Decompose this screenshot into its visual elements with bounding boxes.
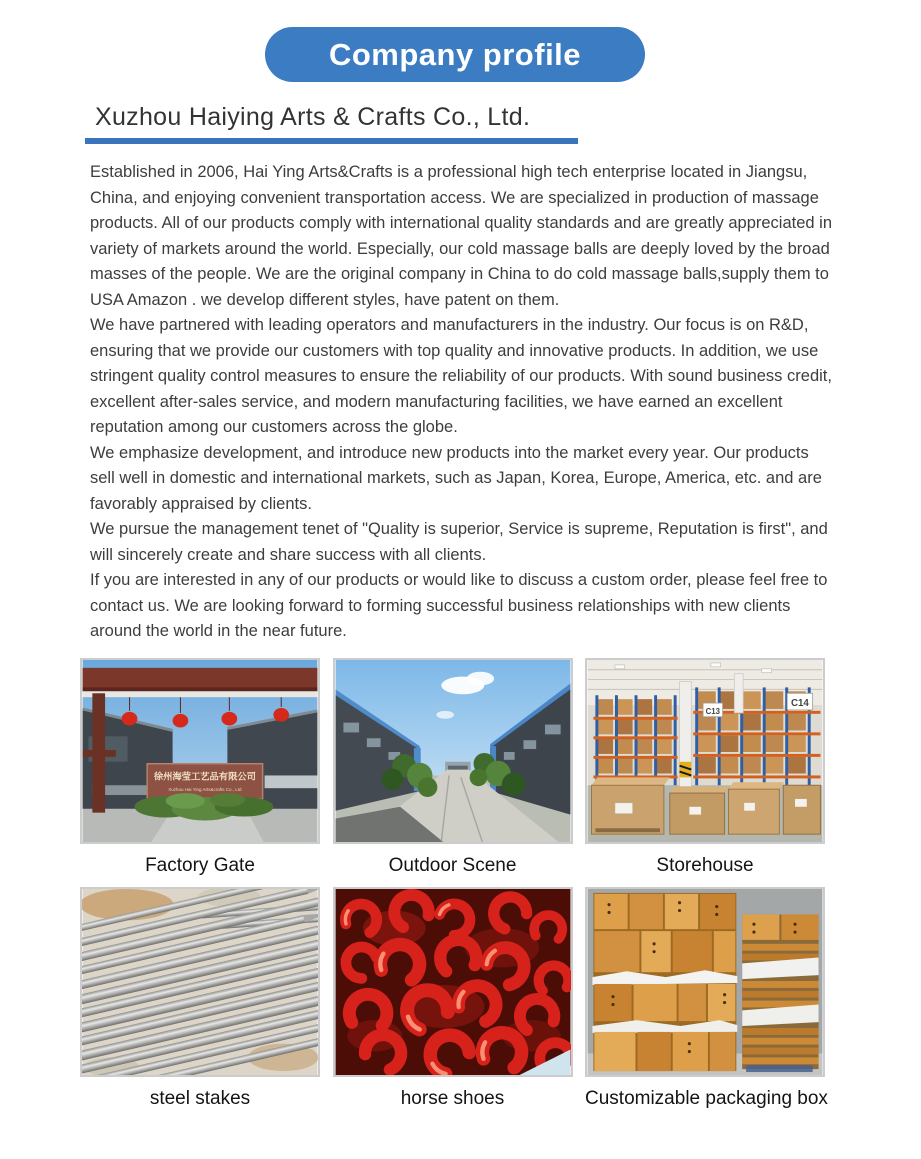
gallery-item-horse-shoes bbox=[333, 887, 573, 1120]
outdoor-scene-image bbox=[335, 660, 571, 842]
packaging-box-photo bbox=[585, 887, 825, 1077]
steel-stakes-photo bbox=[80, 887, 320, 1077]
description-paragraph: Established in 2006, Hai Ying Arts&Crafts is a professional high tech enterprise located in Jiangsu, China, and enjoying convenient transportation access. We are specialized in production of massage products. All of our products comply with international quality standards and are greatly appreciated in variety of markets around the world. Especially, our cold massage balls are deeply loved by the broad masses of the people. We are the original company in China to do cold massage balls,supply them to USA Amazon . we develop different styles, have patent on them. bbox=[90, 163, 833, 309]
description-paragraph: We pursue the management tenet of "Quality is superior, Service is supreme, Reputation is first", and will sincerely create and share success with all clients. bbox=[90, 520, 828, 564]
company-name-heading: Xuzhou Haiying Arts & Crafts Co., Ltd. bbox=[95, 103, 531, 131]
description-paragraph: We emphasize development, and introduce new products into the market every year. Our products sell well in domestic and international markets, such as Japan, Korea, Europe, America, etc. and are favorably appraised by clients. bbox=[90, 443, 822, 513]
factory-gate-image bbox=[82, 660, 318, 842]
gallery-row-1 bbox=[80, 658, 825, 887]
company-heading-section bbox=[85, 103, 921, 144]
horse-shoes-photo bbox=[333, 887, 573, 1077]
photo-gallery bbox=[0, 658, 921, 1120]
company-profile-banner bbox=[265, 27, 645, 82]
rack-label-c14: C14 bbox=[790, 697, 809, 709]
gallery-item-factory-gate bbox=[80, 658, 320, 887]
factory-gate-photo bbox=[80, 658, 320, 844]
company-description bbox=[90, 160, 838, 645]
photo-caption-factory-gate: Factory Gate bbox=[145, 854, 255, 876]
description-paragraph: We have partnered with leading operators and manufacturers in the industry. Our focus is on R&D, ensuring that we provide our customers with top quality and innovative products. In addition, we use stringent quality control measures to ensure the reliability of our products. With sound business credit, excellent after-sales service, and modern manufacturing facilities, we have earned an excellent reputation among our customers across the globe. bbox=[90, 316, 832, 436]
outdoor-scene-photo bbox=[333, 658, 573, 844]
steel-stakes-image bbox=[82, 889, 318, 1075]
company-profile-page bbox=[0, 27, 921, 1120]
gallery-item-outdoor-scene bbox=[333, 658, 573, 887]
storehouse-image bbox=[587, 660, 823, 842]
gallery-item-storehouse bbox=[585, 658, 825, 887]
horse-shoes-image bbox=[335, 889, 571, 1075]
description-paragraph: If you are interested in any of our products or would like to discuss a custom order, please feel free to contact us. We are looking forward to forming successful business relationships with new clients around the world in the near future. bbox=[90, 571, 828, 640]
gallery-item-steel-stakes bbox=[80, 887, 320, 1120]
rack-label-c13: C13 bbox=[705, 706, 720, 716]
heading-underline bbox=[85, 138, 578, 144]
banner-label: Company profile bbox=[328, 36, 582, 72]
factory-sign-english-text: Xuzhou Hai Ying Arts&crafts Co., Ltd bbox=[168, 786, 242, 792]
photo-caption-outdoor-scene: Outdoor Scene bbox=[388, 854, 517, 876]
packaging-box-image bbox=[587, 889, 823, 1075]
photo-caption-horse-shoes: horse shoes bbox=[400, 1087, 505, 1109]
photo-caption-packaging-box: Customizable packaging box bbox=[585, 1087, 828, 1109]
photo-caption-storehouse: Storehouse bbox=[656, 854, 754, 876]
photo-caption-steel-stakes: steel stakes bbox=[149, 1087, 251, 1109]
factory-sign-chinese-text: 徐州海莹工艺品有限公司 bbox=[153, 770, 256, 781]
gallery-row-2 bbox=[80, 887, 828, 1120]
gallery-item-packaging-box bbox=[585, 887, 828, 1120]
storehouse-photo bbox=[585, 658, 825, 844]
